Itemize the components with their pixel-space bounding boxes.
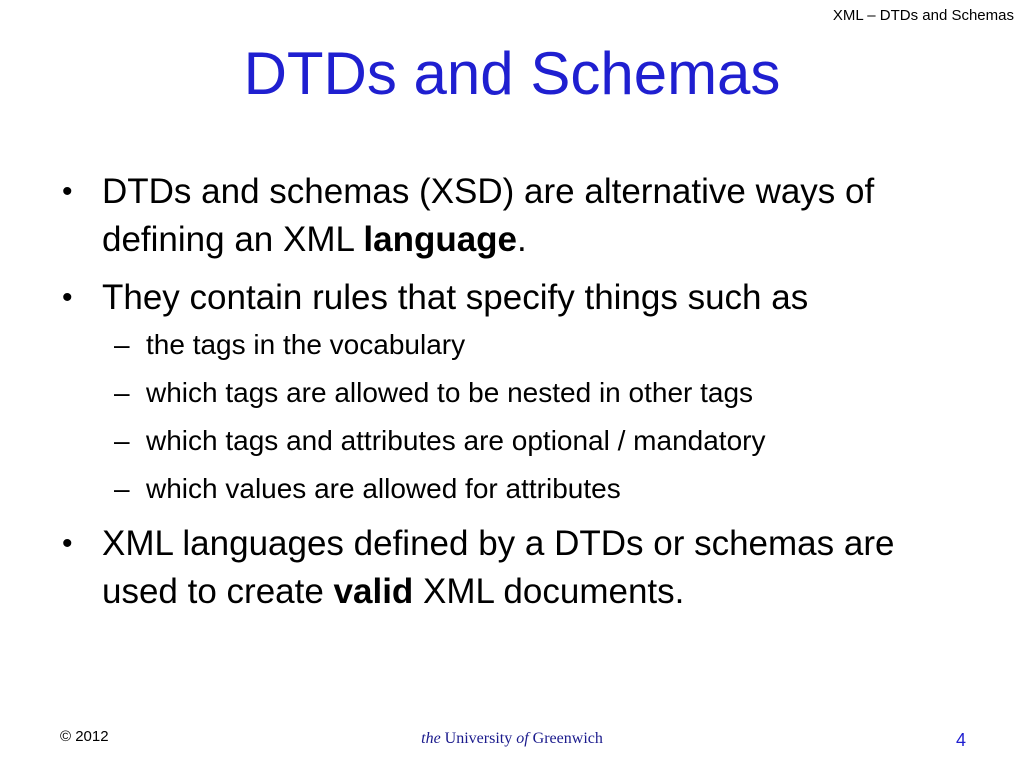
bullet-bold-text: language bbox=[363, 220, 518, 259]
sub-bullet-marker: – bbox=[114, 425, 130, 456]
sub-bullet-item bbox=[60, 472, 960, 506]
sub-bullet-list bbox=[60, 328, 960, 506]
sub-bullet-text: the tags in the vocabulary bbox=[146, 329, 466, 360]
bullet-text-end: XML documents. bbox=[413, 572, 685, 611]
sub-bullet-item bbox=[60, 424, 960, 458]
sub-bullet-text: which values are allowed for attributes bbox=[146, 473, 621, 504]
page-number: 4 bbox=[955, 730, 966, 750]
bullet-marker: • bbox=[62, 527, 73, 560]
bullet-text: XML languages defined by a DTDs or schemas are used to create bbox=[102, 524, 895, 611]
bullet-item bbox=[60, 274, 960, 322]
bullet-item bbox=[60, 520, 960, 616]
sub-bullet-marker: – bbox=[114, 329, 130, 360]
bullet-marker: • bbox=[62, 281, 73, 314]
bullet-text-end: . bbox=[517, 220, 527, 259]
bullet-bold-text: valid bbox=[333, 572, 414, 611]
copyright-footer: © 2012 bbox=[60, 728, 109, 745]
bullet-item bbox=[60, 168, 960, 264]
sub-bullet-text: which tags and attributes are optional / mandatory bbox=[146, 425, 766, 456]
sub-bullet-item bbox=[60, 376, 960, 410]
institution-logo-text bbox=[0, 730, 1024, 748]
institution-the: the bbox=[421, 730, 441, 747]
bullet-marker: • bbox=[62, 175, 73, 208]
sub-bullet-marker: – bbox=[114, 377, 130, 408]
institution-of: of bbox=[516, 730, 529, 747]
sub-bullet-item bbox=[60, 328, 960, 362]
institution-greenwich: Greenwich bbox=[532, 730, 603, 747]
sub-bullet-marker: – bbox=[114, 473, 130, 504]
slide-title: DTDs and Schemas bbox=[243, 40, 781, 107]
running-header: XML – DTDs and Schemas bbox=[832, 7, 1014, 24]
bullet-text: They contain rules that specify things such as bbox=[102, 278, 809, 317]
slide-content bbox=[60, 168, 960, 626]
sub-bullet-text: which tags are allowed to be nested in other tags bbox=[146, 377, 754, 408]
institution-university: University bbox=[444, 730, 513, 747]
bullet-text: DTDs and schemas (XSD) are alternative ways of defining an XML bbox=[102, 172, 875, 259]
